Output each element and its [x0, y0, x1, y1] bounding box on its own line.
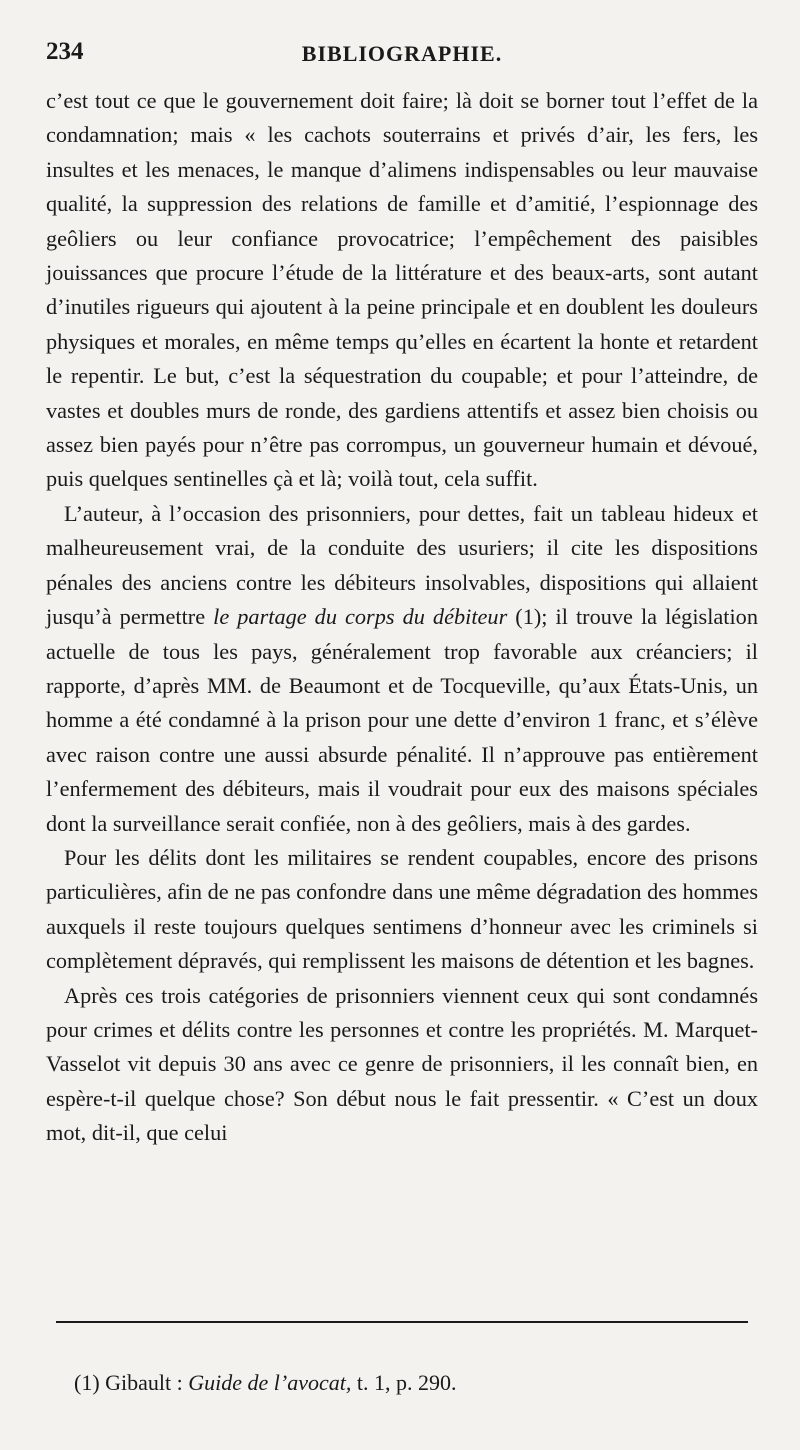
paragraph [46, 84, 758, 497]
paragraph [46, 841, 758, 979]
paragraph-text: L’auteur, à l’occasion des prisonniers, pour dettes, fait un tableau hideux et malheureusement vrai, de la conduite des usuriers; il cite les dispositions pénales des anciens contre les débiteurs insolvables, dispositions qui allaient jusqu’à permettre [46, 500, 758, 630]
italic-text: le partage du corps du débiteur [213, 604, 508, 630]
footnote-rule [56, 1321, 748, 1323]
paragraph-text: (1); il trouve la législation actuelle de tous les pays, généralement trop favorable aux créanciers; il rapporte, d’après MM. de Beaumont et de Tocqueville, qu’aux États-Unis, un homme a été condamné à la prison pour une dette d’environ 1 franc, et s’élève avec raison contre une aussi absurde pénalité. Il n’approuve pas entièrement l’enfermement des débiteurs, mais il voudrait pour eux des maisons spéciales dont la surveillance serait confiée, non à des geôliers, mais à des gardes. [46, 604, 758, 836]
paragraph [46, 497, 758, 841]
running-title: BIBLIOGRAPHIE. [301, 41, 503, 66]
footnote-ref: t. 1, p. 290. [356, 1370, 457, 1395]
footnote-title: Guide de l’avocat, [188, 1370, 352, 1395]
footnote [74, 1368, 457, 1398]
footnote-author: Gibault : [105, 1370, 183, 1395]
footnote-marker: (1) [74, 1370, 100, 1395]
paragraph-text: Après ces trois catégories de prisonniers viennent ceux qui sont condamnés pour crimes et délits contre les personnes et contre les propriétés. M. Marquet-Vasselot vit depuis 30 ans avec ce genre de prisonniers, il les connaît bien, en espère-t-il quelque chose? Son début nous le fait pressentir. « C’est un doux mot, dit-il, que celui [46, 982, 758, 1146]
paragraph [46, 979, 758, 1151]
paragraph-text: c’est tout ce que le gouvernement doit faire; là doit se borner tout l’effet de la condamnation; mais « les cachots souterrains et privés d’air, les fers, les insultes et les menaces, le manque d’alimens indispensables ou leur mauvaise qualité, la suppression des relations de famille et d’amitié, l’espionnage des geôliers ou leur confiance provocatrice; l’empêchement des paisibles jouissances que procure l’étude de la littérature et des beaux-arts, sont autant d’inutiles rigueurs qui ajoutent à la peine principale et en doublent les douleurs physiques et morales, en même temps qu’elles en écartent la honte et retardent le repentir. Le but, c’est la séquestration du coupable; et pour l’atteindre, de vastes et doubles murs de ronde, des gardiens attentifs et assez bien choisis ou assez bien payés pour n’être pas corrompus, un gouverneur humain et dévoué, puis quelques sentinelles çà et là; voilà tout, cela suffit. [46, 88, 758, 492]
paragraph-text: Pour les délits dont les militaires se rendent coupables, encore des prisons particulières, afin de ne pas confondre dans une même dégradation des hommes auxquels il reste toujours quelques sentimens d’honneur avec les criminels si complètement dépravés, qui remplissent les maisons de détention et les bagnes. [46, 844, 759, 974]
body-text [46, 84, 758, 1151]
book-page [46, 38, 758, 1428]
page-header [46, 38, 758, 80]
page-number: 234 [46, 38, 84, 65]
